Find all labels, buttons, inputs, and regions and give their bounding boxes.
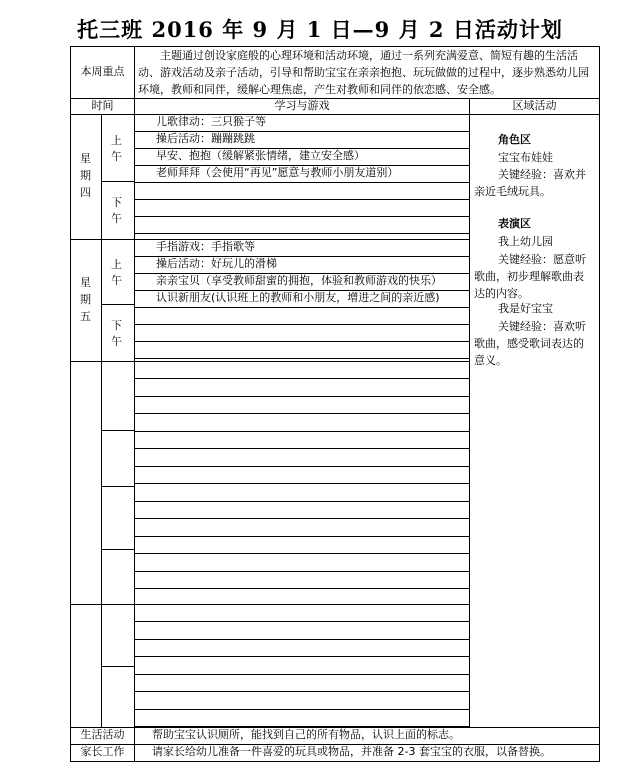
life-label: 生活活动	[80, 728, 125, 741]
row-rule	[135, 341, 469, 342]
focus-text: 主题通过创设家庭般的心理环境和活动环境，通过一系列充满爱意、简短有趣的生活活动、游戏活动及亲子活动，引导和帮助宝宝在亲亲抱抱、玩玩做做的过程中，逐步熟悉幼儿园环境，教师和同伴，缓解心理焦虑，产生对教师和同伴的依恋感、安全感。	[138, 49, 589, 96]
activity-item: 早安、抱抱（缓解紧张情绪，建立安全感）	[156, 149, 365, 162]
row-rule	[135, 413, 469, 414]
show-area-item: 我上幼儿园	[498, 235, 553, 248]
row-rule	[135, 571, 469, 572]
time-header: 时间	[91, 99, 114, 112]
activity-item: 操后活动：好玩儿的滑梯	[156, 257, 277, 270]
show-area-title: 表演区	[498, 217, 531, 230]
role-area-title: 角色区	[498, 133, 531, 146]
parent-label: 家长工作	[80, 745, 125, 758]
am-label: 上午	[111, 134, 122, 163]
row-rule	[135, 431, 469, 432]
row-rule	[135, 396, 469, 397]
row-rule	[135, 199, 469, 200]
am-label: 上午	[111, 258, 122, 287]
row-rule	[135, 691, 469, 692]
row-rule	[135, 656, 469, 657]
pm-label: 下午	[111, 196, 122, 225]
activity-item: 亲亲宝贝（享受教师甜蜜的拥抱，体验和教师游戏的快乐）	[156, 274, 442, 287]
row-rule	[135, 233, 469, 234]
row-rule	[135, 621, 469, 622]
page-title: 托三班 2016 年 9 月 1 日—9 月 2 日活动计划	[77, 17, 563, 42]
row-rule	[135, 726, 469, 727]
day-label: 星期四	[80, 152, 91, 199]
row-rule	[135, 378, 469, 379]
activity-item: 老师拜拜（会使用“再见”愿意与教师小朋友道别）	[156, 166, 399, 179]
row-rule	[135, 518, 469, 519]
show-area-exp: 关键经验：愿意听歌曲，初步理解歌曲表达的内容。	[474, 253, 586, 300]
row-rule	[135, 588, 469, 589]
row-rule	[135, 307, 469, 308]
show-area-exp: 关键经验：喜欢听歌曲，感受歌词表达的意义。	[474, 320, 586, 367]
day-label: 星期五	[80, 276, 91, 323]
row-rule	[135, 709, 469, 710]
row-rule	[135, 466, 469, 467]
row-rule	[135, 324, 469, 325]
row-rule	[135, 553, 469, 554]
region-header: 区域活动	[512, 99, 557, 112]
learn-header: 学习与游戏	[274, 99, 330, 112]
parent-text: 请家长给幼儿准备一件喜爱的玩具或物品，并准备 2-3 套宝宝的衣服，以备替换。	[152, 745, 551, 758]
activity-item: 认识新朋友(认识班上的教师和小朋友，增进之间的亲近感)	[156, 291, 440, 304]
role-area-exp: 关键经验：喜欢并亲近毛绒玩具。	[474, 168, 586, 198]
show-area-item: 我是好宝宝	[498, 302, 553, 315]
activity-item: 手指游戏：手指歌等	[156, 240, 255, 253]
row-rule	[135, 536, 469, 537]
pm-label: 下午	[111, 319, 122, 348]
focus-label: 本周重点	[80, 65, 125, 78]
row-rule	[135, 483, 469, 484]
activity-item: 操后活动：蹦蹦跳跳	[156, 132, 255, 145]
row-rule	[135, 448, 469, 449]
row-rule	[135, 674, 469, 675]
activity-item: 儿歌律动：三只猴子等	[156, 115, 266, 128]
row-rule	[135, 358, 469, 359]
row-rule	[135, 501, 469, 502]
role-area-item: 宝宝布娃娃	[498, 151, 553, 164]
life-text: 帮助宝宝认识厕所，能找到自己的所有物品，认识上面的标志。	[152, 728, 460, 741]
row-rule	[135, 216, 469, 217]
row-rule	[135, 639, 469, 640]
row-rule	[135, 182, 469, 183]
